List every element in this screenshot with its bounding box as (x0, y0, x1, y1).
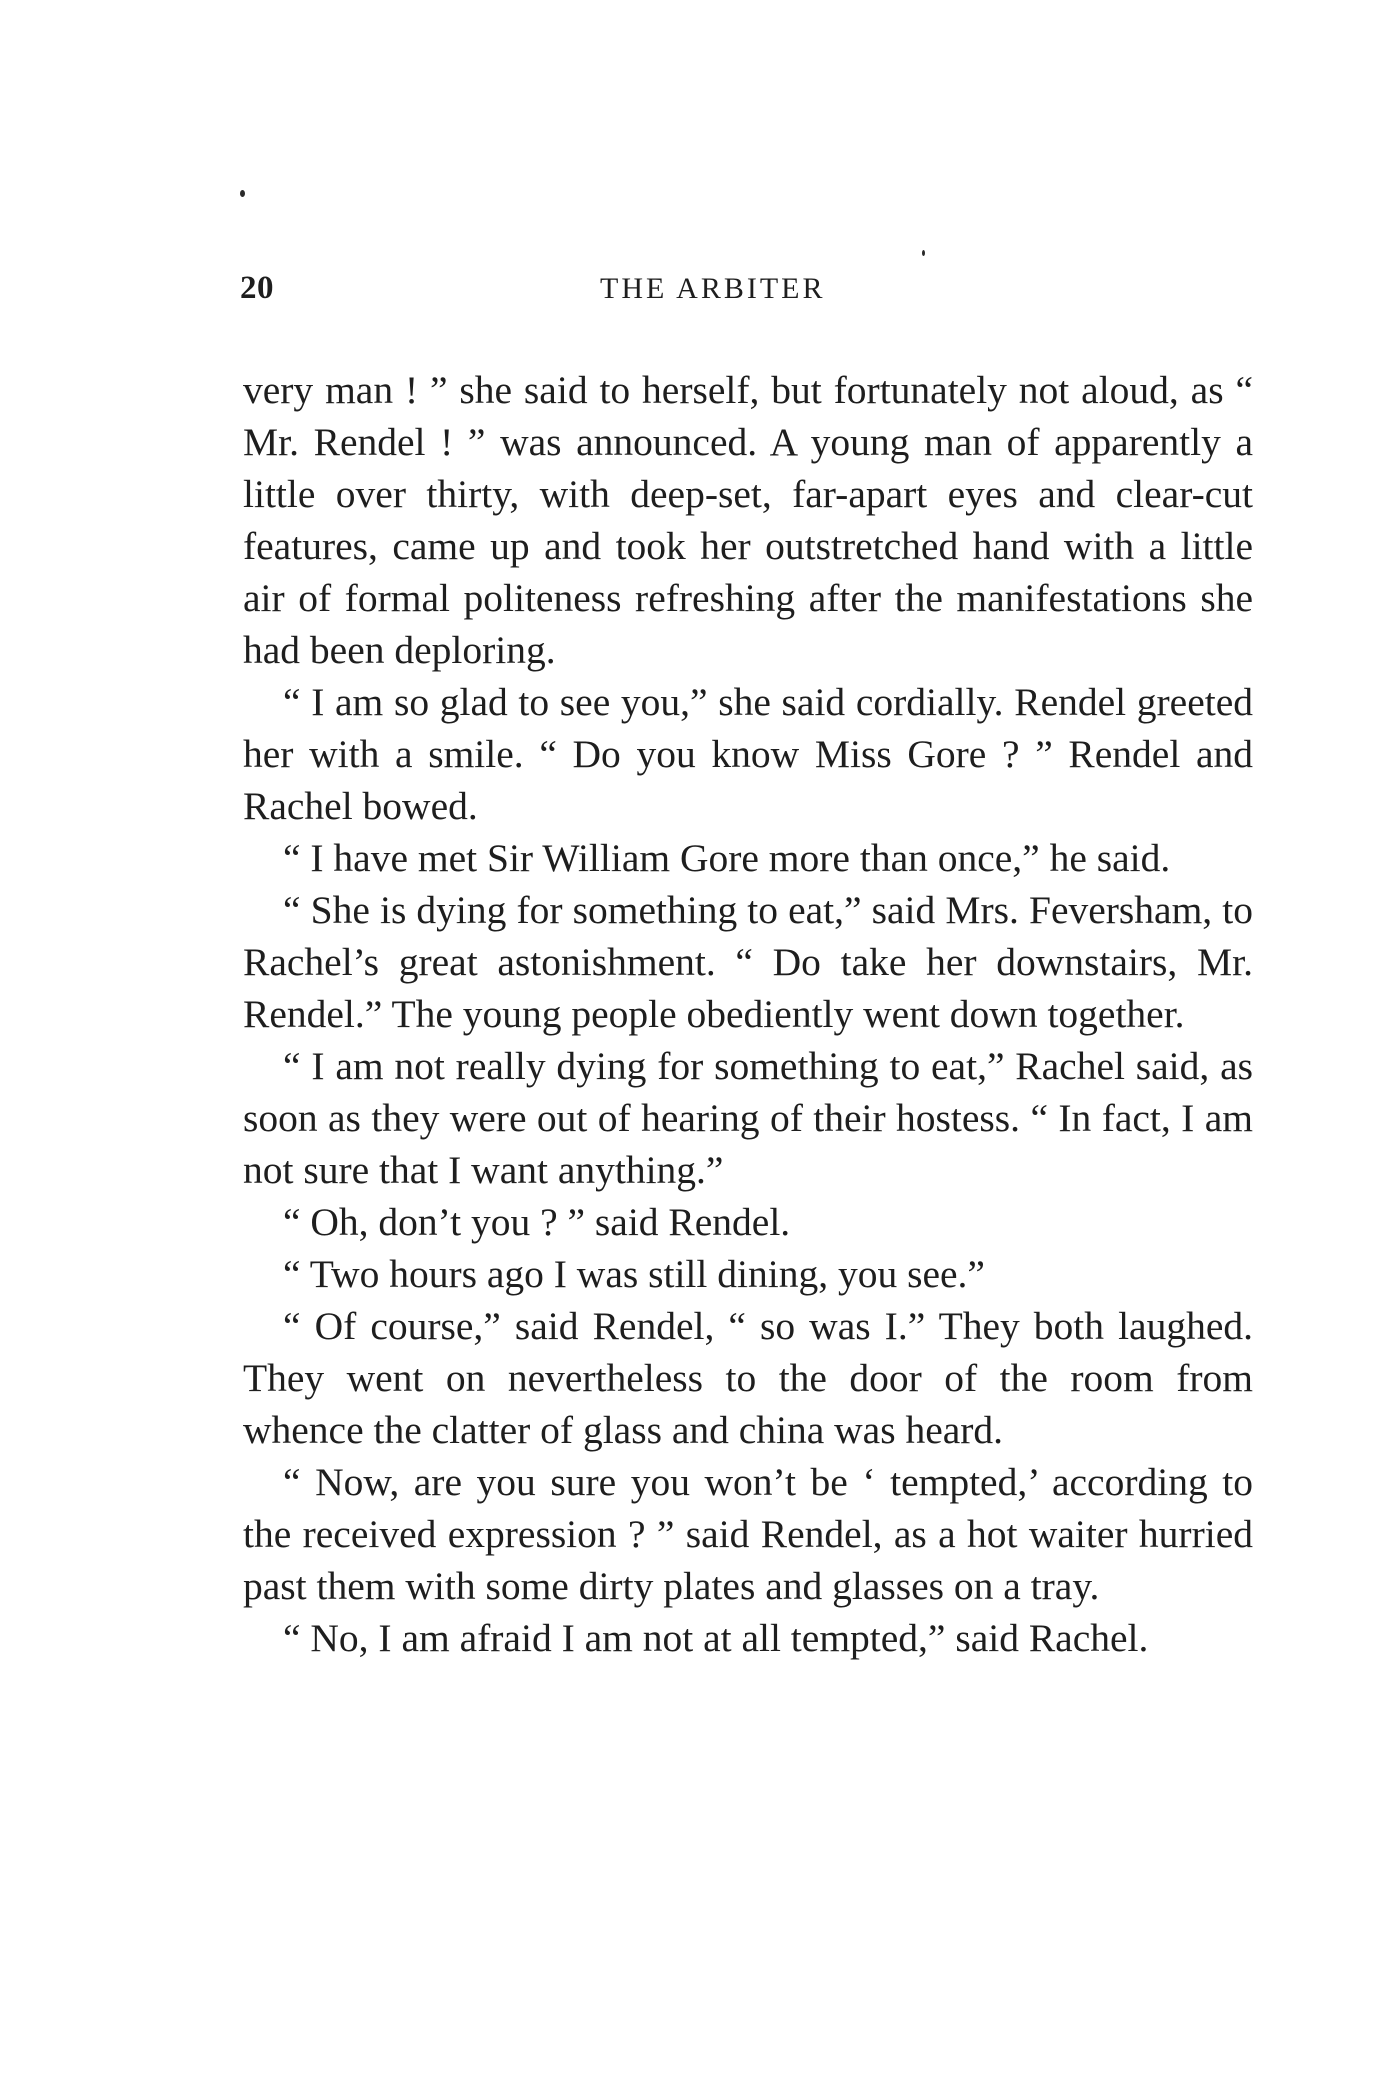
paragraph: “ Two hours ago I was still dining, you see.” (283, 1252, 985, 1296)
paragraph: “ Of course,” said Rendel, “ so was I.” They both laughed. They went on nevertheless to the door of the room from whence the clatter of glass and china was heard. (243, 1304, 1253, 1452)
paragraph: “ No, I am afraid I am not at all tempted,” said Rachel. (283, 1616, 1149, 1660)
paragraph: “ She is dying for something to eat,” said Mrs. Feversham, to Rachel’s great astonishment. “ Do take her downstairs, Mr. Rendel.” The young people obediently went down together. (243, 888, 1253, 1036)
paragraph: “ I am so glad to see you,” she said cordially. Rendel greeted her with a smile. “ Do you know Miss Gore ? ” Rendel and Rachel bowed. (243, 680, 1253, 828)
page-number: 20 (240, 270, 274, 306)
paragraph: “ Oh, don’t you ? ” said Rendel. (283, 1200, 791, 1244)
paragraph: “ Now, are you sure you won’t be ‘ tempted,’ according to the received expression ? ” said Rendel, as a hot waiter hurried past them with some dirty plates and glasses on a tray. (243, 1460, 1253, 1608)
paragraph: “ I am not really dying for something to eat,” Rachel said, as soon as they were out of hearing of their hostess. “ In fact, I am not sure that I want anything.” (243, 1044, 1253, 1192)
paragraph: “ I have met Sir William Gore more than once,” he said. (283, 836, 1171, 880)
body-text (243, 364, 1253, 1664)
ink-speck (922, 250, 925, 256)
running-header (240, 270, 920, 320)
running-title: THE ARBITER (600, 272, 826, 305)
paragraph: very man ! ” she said to herself, but fortunately not aloud, as “ Mr. Rendel ! ” was announced. A young man of apparently a little over thirty, with deep-set, far-apart eyes and clear-cut features, came up and took her outstretched hand with a little air of formal politeness refreshing after the manifestations she had been deploring. (243, 368, 1253, 672)
ink-speck (240, 190, 245, 197)
